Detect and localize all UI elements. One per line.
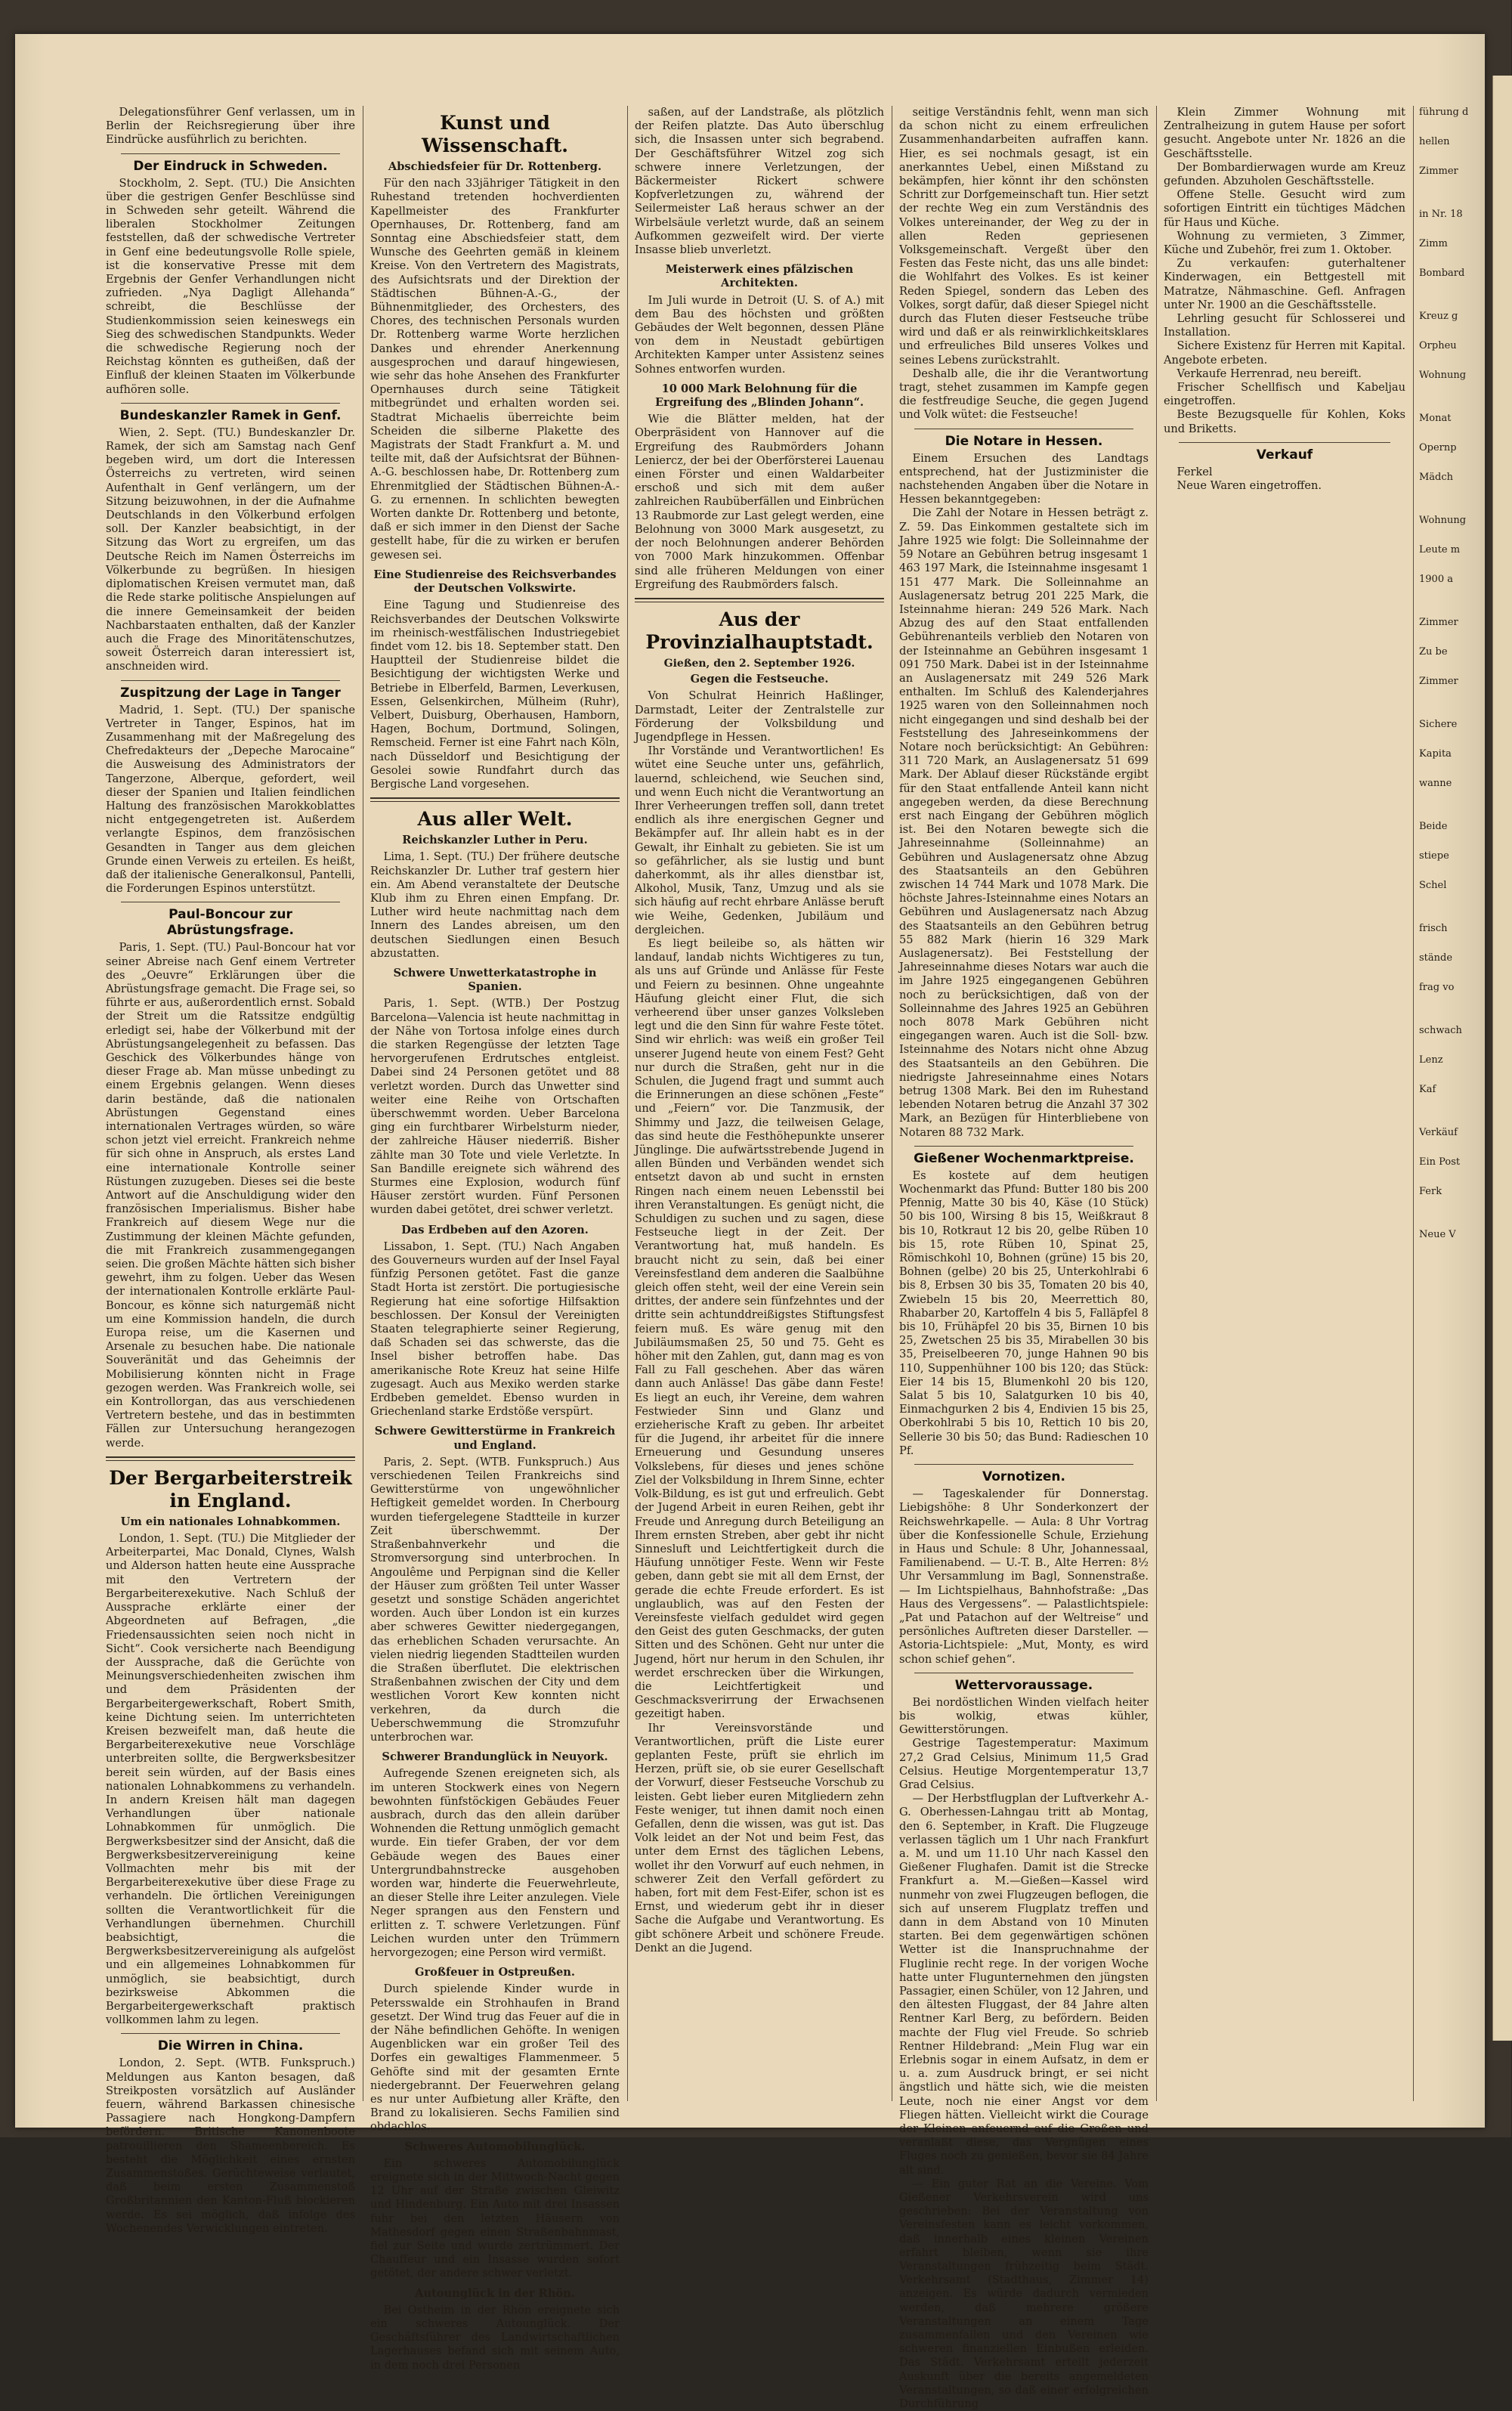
cut-off-text-line: Neue V	[1419, 1229, 1456, 1240]
cut-off-text-line: Schel	[1419, 880, 1447, 891]
article	[370, 2140, 620, 2281]
cut-off-text-line: Zimmer	[1419, 166, 1458, 177]
article	[106, 2033, 355, 2236]
article-headline: Der Eindruck in Schweden.	[133, 158, 328, 174]
article	[370, 1966, 620, 2134]
article	[106, 403, 355, 674]
cut-off-text-line: Mädch	[1419, 472, 1454, 483]
article-paragraph: — Der Herbstflugplan der Luftverkehr A.-G. Oberhessen-Lahngau tritt ab Montag, den 6. September, in Kraft. Die Flugzeuge verlassen täglich um 1 Uhr nach Frankfurt a. M. und um 11.10 Uhr nach Kassel den Gießener Flughafen. Damit ist die Strecke Frankfurt a. M.—Gießen—Kassel wird nunmehr von zwei Flugzeugen beflogen, die sich auf unserem Flugplatz treffen und dann in dem Abstand von 10 Minuten starten. Bei dem gegenwärtigen schönen Wetter ist die Inanspruchnahme der Fluglinie recht rege. In der vorigen Woche hatte unter Flugunternehmen den jüngsten Passagier, einen Schüler, von 12 Jahren, und den ältesten Fluggast, der 84 Jahre alten Rentner Karl Berg, zu befördern. Beiden machte der Flug viel Freude. So schrieb Rentner Hildebrand: „Mein Flug war ein Erlebnis sogar in einem Aufsatz, in dem er u. a. zum Ausdruck bringt, er sei nicht ängstlich und hätte sich, wie die meisten Leute, noch nie einer Angst vor dem Fliegen hätten. Vielleicht wirkt die Courage der Kleinen anfeuernd auf die Großen und veranlaßt diese, das Vergnügen eines Fluges noch zu genießen, bevor sie 84 Jahre alt sind.	[899, 1792, 1149, 2177]
article	[899, 106, 1149, 422]
article-subheadline: Schwerer Brandunglück in Neuyork.	[382, 1750, 608, 1764]
cut-off-text-line: Ein Post	[1419, 1156, 1461, 1168]
article-headline: Die Notare in Hessen.	[945, 433, 1103, 449]
article	[106, 106, 355, 147]
article-separator	[635, 598, 884, 602]
article	[370, 568, 620, 791]
article	[899, 1673, 1149, 2411]
article-paragraph: London, 2. Sept. (WTB. Funkspruch.) Meldungen aus Kanton besagen, daß Streikposten vorsätzlich auf Ausländer feuern, während Barkassen chinesische Passagiere nach Hongkong-Dampfern befördern. Britische Kanonenboote patrouillieren den Shameenbereich. Es besteht die Möglichkeit eines ernsten Zusammenstoßes. Gerüchteweise verlautet, daß beim ersten Zusammenstoß Großbritannien den Kanton-Fluß blockieren werde. Es sei möglich, daß infolge des Wochenendes Verwicklungen eintreten.	[106, 2057, 355, 2235]
article	[635, 382, 884, 592]
cut-off-text-line: Kapita	[1419, 748, 1452, 760]
article-paragraph: Paris, 1. Sept. (WTB.) Der Postzug Barcelona—Valencia ist heute nachmittag in der Nähe von Tortosa infolge eines durch die starken Regengüsse der letzten Tage hervorgerufenen Erdrutsches entgleist. Dabei sind 24 Personen getötet und 88 verletzt worden. Durch das Unwetter sind weiter eine Reihe von Ortschaften überschwemmt worden. Ueber Barcelona ging ein furchtbarer Wirbelsturm nieder, der zahlreiche Häuser niederriß. Bisher zählte man 30 Tote und viele Verletzte. In San Bandille ereignete sich während des Sturmes eine Explosion, wodurch fünf Häuser zerstört wurden. Fünf Personen wurden dabei getötet, drei schwer verletzt.	[370, 997, 620, 1217]
newspaper-page	[15, 34, 1485, 2411]
column-4	[899, 106, 1149, 2411]
article-separator	[370, 797, 620, 802]
cut-off-text-line: Orpheu	[1419, 340, 1457, 351]
article	[899, 429, 1149, 1140]
article-subheadline: Schwere Gewitterstürme in Frankreich und England.	[374, 1425, 616, 1452]
article-paragraph: Bei Ostheim in der Rhön ereignete sich ein schweres Autounglück. Der Geschäftsführer des Landwirtschaftlichen Lagerhauses befand sich mit seinem Auto, in dem noch drei Personen	[370, 2303, 620, 2372]
article-paragraph: Für den nach 33jähriger Tätigkeit in den Ruhestand tretenden hochverdienten Kapellmeister des Frankfurter Opernhauses, Dr. Rottenberg, fand am Sonntag eine Abschiedsfeier statt, dem Wunsche des Geehrten gemäß in kleinem Kreise. Von den Vertretern des Magistrats, des Aufsichtsrats und der Direktion der Städtischen Bühnen-A.-G., der Bühnenmitglieder, des Orchesters, des Chores, des technischen Personals wurden Dr. Rottenberg warme Worte herzlichen Dankes und ehrender Anerkennung ausgesprochen und darauf hingewiesen, wie sehr das hohe Ansehen des Frankfurter Opernhauses durch seine Tätigkeit mitbegründet und erhalten worden sei. Stadtrat Michaelis überreichte beim Scheiden die silberne Plakette des Magistrats der Stadt Frankfurt a. M. und teilte mit, daß der Aufsichtsrat der Bühnen-A.-G. beschlossen habe, Dr. Rottenberg zum Ehrenmitglied der Städtischen Bühnen-A.-G. zu ernennen. In schlichten bewegten Worten dankte Dr. Rottenberg und betonte, daß er sich immer in den Dienst der Sache gestellt habe, für die zu wirken er berufen gewesen sei.	[370, 177, 620, 562]
article-paragraph: London, 1. Sept. (TU.) Die Mitglieder der Arbeiterpartei, Mac Donald, Clynes, Walsh und Alderson hatten heute eine Aussprache mit den Vertretern der Bergarbeiterexekutive. Nach Schluß der Aussprache erklärte einer der Abgeordneten auf Befragen, „die Friedensaussichten seien noch nicht in Sicht“. Cook versicherte nach Beendigung der Aussprache, daß die Gerüchte von Meinungsverschiedenheiten zwischen ihm und dem Präsidenten der Bergarbeitergewerkschaft, Robert Smith, keine Dichtung seien. Im unterrichteten Kreisen bezweifelt man, daß heute die Bergarbeiterexekutive neue Vorschläge unterbreiten sollte, die Bergwerksbesitzer bereit sein würden, auf der Basis eines nationalen Lohnabkommens zu verhandeln. In andern Kreisen hält man dagegen Verhandlungen über nationale Lohnabkommen für unmöglich. Die Bergwerksbesitzer sind der Ansicht, daß die Bergwerksbesitzervereinigung keine Vollmachten mehr bis mit der Bergarbeiterexekutive über diese Frage zu verhandeln. Die örtlichen Vereinigungen sollten die Verantwortlichkeit für die Verhandlungen übernehmen. Churchill beabsichtigt, die Bergwerksbesitzervereinigung als aufgelöst und ein allgemeines Lohnabkommen für unmöglich, sie beabsichtigt, durch bezirksweise Abkommen die Bergarbeitergewerkschaft praktisch vollkommen lahm zu legen.	[106, 1532, 355, 2027]
article-paragraph: Eine Tagung und Studienreise des Reichsverbandes der Deutschen Volkswirte im rheinisch-westfälischen Industriegebiet findet vom 12. bis 18. September statt. Den Hauptteil der Studienreise bildet die Besichtigung der wichtigsten Werke und Betriebe in Elberfeld, Barmen, Leverkusen, Essen, Gelsenkirchen, Mülheim (Ruhr), Velbert, Duisburg, Oberhausen, Hamborn, Hagen, Bochum, Dortmund, Solingen, Remscheid. Ferner ist eine Fahrt nach Köln, nach Düsseldorf und Besichtigung der Gesolei sowie Rundfahrt durch das Bergische Land vorgesehen.	[370, 599, 620, 791]
article-paragraph: Lissabon, 1. Sept. (TU.) Nach Angaben des Gouverneurs wurden auf der Insel Fayal fünfzig Personen getötet. Fast die ganze Stadt Horta ist zerstört. Die portugiesische Regierung hat eine sofortige Hilfsaktion beschlossen. Der Konsul der Vereinigten Staaten telegraphierte seiner Regierung, daß Schaden sei das schwerste, das die Insel bisher betroffen habe. Das amerikanische Rote Kreuz hat seine Hilfe zugesagt. Auch aus Mexiko werden starke Erdbeben gemeldet. Ebenso wurden in Griechenland starke Erdstöße verspürt.	[370, 1240, 620, 1419]
cut-off-text-line: Wohnung	[1419, 370, 1467, 381]
article-separator	[121, 680, 340, 681]
article-paragraph: Deshalb alle, die ihr die Verantwortung tragt, stehet zusammen im Kampfe gegen die festfreudige Seuche, die gegen Jugend und Volk wütet: die Festseuche!	[899, 367, 1149, 422]
article-subheadline: Schwere Unwetterkatastrophe in Spanien.	[393, 966, 597, 994]
article-paragraph: Stockholm, 2. Sept. (TU.) Die Ansichten über die gestrigen Genfer Beschlüsse sind in Schweden sehr geteilt. Während die liberalen Stockholmer Zeitungen feststellen, daß der schwedische Vertreter in Genf eine bedeutungsvolle Rolle spiele, ist die konservative Presse mit dem Ergebnis der Genfer Verhandlungen nicht zufrieden. „Nya Dagligt Allehanda“ schreibt, die Beschlüsse der Studienkommission seien keineswegs ein Sieg des schwedischen Standpunkts. Weder die schwedische Regierung noch der Reichstag könnten es gutheißen, daß der Einfluß der kleinen Staaten im Völkerbunde aufhören solle.	[106, 176, 355, 396]
article-paragraph: Ein schweres Automobilunglück ereignete sich in der Mittwoch-Nacht gegen 12 Uhr auf der Straße zwischen Gleiwitz und Hindenburg. Ein Auto mit drei Insassen fuhr bei den letzten Häusern von Mathesdorf gegen einen Straßenbahnmast, fiel zur Seite und wurde zertrümmert. Der Chauffeur und ein Insasse wurden sofort getötet, der andere schwer verletzt.	[370, 2156, 620, 2280]
article	[370, 1425, 620, 1744]
article-paragraph: Durch spielende Kinder wurde in Petersswalde ein Strohhaufen in Brand gesetzt. Der Wind trug das Feuer auf die in der Nähe befindlichen Gehöfte. In wenigen Augenblicken war ein großer Teil des Dorfes ein gewaltiges Flammenmeer. 5 Gehöfte sind mit der gesamten Ernte niedergebrannt. Der Feuerwehren gelang es nur unter Aufbietung aller Kräfte, den Brand zu lokalisieren. Sechs Familien sind obdachlos.	[370, 1982, 620, 2134]
cut-off-text-line: Wohnung	[1419, 515, 1467, 526]
article	[635, 598, 884, 1955]
cut-off-text-line: Zu be	[1419, 646, 1448, 658]
article-subheadline: 10 000 Mark Belohnung für die Ergreifung des „Blinden Johann“.	[654, 382, 864, 410]
article-paragraph: Gestrige Tagestemperatur: Maximum 27,2 Grad Celsius, Minimum 11,5 Grad Celsius. Heutige Morgentemperatur 13,7 Grad Celsius.	[899, 1737, 1149, 1791]
article-paragraph: — Ein guter Rat an die Vereine. Vom Gießener Verkehrsverein wird uns geschrieben: Bei der Veranstaltung von Vereinsfesten kann es leicht vorkommen, daß innerhalb eines kleinen Vereinen erfahrt bleiben, wenn sie ihre Veranstaltungen frühzeitig beim Städt. Verkehrsamt (Stadthaus, Zimmer 14) anzeigen. Es würde dadurch vermieden werden, daß mehrere größere Veranstaltungen an einem Tage zusammenfallen und den Vereinen wie schweren finanziellen Einbußen erleiden. Das Städt. Verkehrsamt erteilt jederzeit Auskunft über die bereits angemeldeten Veranstaltungen, so daß einer erfolgreichen Durchführung	[899, 2177, 1149, 2411]
article-paragraph: Es liegt beileibe so, als hätten wir landauf, landab nichts Wichtigeres zu tun, als uns auf Gründe und Anlässe für Feste und Feiern zu besinnen. Ohne ungeahnte Häufung gleicht einer Flut, die sich verheerend über unser ganzes Volksleben legt und die den Sinn für wahre Feste tötet. Sind wir ehrlich: was weiß ein großer Teil unserer Jugend heute von einem Fest? Geht nur durch die Straßen, geht nur in die Schulen, die Jugend fragt und summt auch die Erinnerungen an diese schönen „Feste“ und „Feiern“ vor. Die Tanzmusik, der Shimmy und Jazz, die teilweisen Gelage, das sind heute die Festhöhepunkte unserer Jünglinge. Die aufwärtsstrebende Jugend in allen Bünden und Verbänden wendet sich entsetzt davon ab und sucht in ernsten Ringen nach einem neuen Lebensstil bei ihren Veranstaltungen. Es genügt nicht, die Schuldigen zu suchen und zu sagen, diese Festseuche liegt in der Zeit. Der Verantwortung hat, muß handeln. Es braucht nicht zu sein, daß bei einer Vereinsfestland dem anderen die Saalbühne gleich offen steht, weil der eine Verein sein drittes, der andere sein fünfzehntes und der dritte sein achtunddreißigstes Stiftungsfest feiern muß. Es wäre genug mit den Jubiläumsmaßen 25, 50 und 75. Geht es höher mit den Zahlen, gut, dann mag es von Fall zu Fall geschehen. Aber das wären dann auch Anlässe! Das gäbe dann Feste! Es liegt an euch, ihr Vereine, dem wahren Festwieder Sinn und Glanz und erzieherische Kraft zu geben. Ihr arbeitet für die Jugend, ihr arbeitet für die innere Erneuerung und Gesundung unseres Volkslebens, für dieses und jenes schöne Ziel der Volksbildung in Ihrem Sinne, echter Volk-Bildung, es ist gut und erfreulich. Gebt der Jugend Arbeit in euren Reihen, gebt ihr Freude und Anregung durch Beteiligung an Ihrem ernsten Streben, aber gebt ihr nicht Sinnesluft und Leichtfertigkeit durch die Häufung unnötiger Feste. Wenn wir Feste geben, dann gebt sie mit all dem Ernst, der gerade die echte Freude erfordert. Es ist unglaublich, was auf den Festen der Vereinsfeste vielfach geduldet wird gegen den Geist des guten Geschmacks, der guten Sitten und des Schönen. Geht nur unter die Jugend, hört nur herum in den Schulen, ihr werdet erschrecken über die Wirkungen, die Leichtfertigkeit und Geschmacksverirrung der Erwachsenen gezeitigt haben.	[635, 936, 884, 1721]
article-paragraph: Der Bombardierwagen wurde am Kreuz gefunden. Abzuholen Geschäftsstelle.	[1164, 160, 1405, 188]
cut-off-text-line: Leute m	[1419, 544, 1461, 556]
cut-off-text-line: führung d	[1419, 107, 1469, 118]
article-subheadline: Um ein nationales Lohnabkommen.	[120, 1515, 341, 1528]
article-subheadline: Schweres Automobilunglück.	[404, 2140, 586, 2153]
article-subheadline: Großfeuer in Ostpreußen.	[415, 1966, 575, 1979]
article	[635, 263, 884, 376]
article-subheadline: Gegen die Festseuche.	[690, 673, 829, 686]
article	[635, 106, 884, 257]
cut-off-text-line: in Nr. 18	[1419, 209, 1463, 220]
article-headline: Wettervoraussage.	[954, 1677, 1093, 1693]
cut-off-text-line: Lenz	[1419, 1054, 1443, 1066]
article-paragraph: Beste Bezugsquelle für Kohlen, Koks und Briketts.	[1164, 408, 1405, 435]
article-separator	[106, 1456, 355, 1461]
cut-off-adjacent-column	[1419, 106, 1502, 2101]
article-paragraph: saßen, auf der Landstraße, als plötzlich der Reifen platzte. Das Auto überschlug sich, die Insassen unter sich begrabend. Der Geschäftsführer Witzel zog sich schwere innere Verletzungen, der Bäckermeister Rickert schwere Kopfverletzungen zu, während der Seilermeister Laß heraus schwer an der Wirbelsäule verletzt wurde, daß an seinem Aufkommen gezweifelt wird. Der vierte Insasse blieb unverletzt.	[635, 106, 884, 257]
cut-off-text-line: stiepe	[1419, 850, 1449, 862]
article-headline: Bundeskanzler Ramek in Genf.	[119, 407, 342, 423]
article-paragraph: Zu verkaufen: guterhaltener Kinderwagen, ein Bettgestell mit Matratze, Nähmaschine. Gefl. Anfragen unter Nr. 1900 an die Geschäftsstelle.	[1164, 257, 1405, 311]
article-headline: Kunst und Wissenschaft.	[421, 112, 569, 156]
article-headline: Verkauf	[1256, 447, 1313, 463]
article-subheadline: Reichskanzler Luther in Peru.	[402, 834, 588, 847]
article	[106, 1456, 355, 2028]
article-headline: Vornotizen.	[982, 1469, 1065, 1485]
article-paragraph: Im Juli wurde in Detroit (U. S. of A.) mit dem Bau des höchsten und größten Gebäudes der Welt begonnen, dessen Pläne von dem in Neustadt gebürtigen Architekten Kamper unter Assistenz seines Sohnes entworfen wurden.	[635, 293, 884, 376]
cut-off-text-line: Zimm	[1419, 238, 1448, 249]
article-paragraph: seitige Verständnis fehlt, wenn man sich da schon nicht zu einem erfreulichen Zusammenhandarbeiten aufraffen kann. Hier, es sei nochmals gesagt, ist ein anerkanntes Uebel, einen Mißstand zu bekämpfen, hier könnt ihr den schönsten Schritt zur Dorfgemeinschaft tun. Hier setzt der rechte Weg ein zum Verständnis des Volkes untereinander, der Weg zu der in allen Reden gepriesenen Volksgemeinschaft. Vergeßt über den Festen das Feste nicht, das uns alle bindet: die Wohlfahrt des Volkes. Es ist keiner Reden Spiegel, sondern das Leben des Volkes, sorgt dafür, daß dieser Spiegel nicht durch das Fluten dieser Festseuche trübe wird und daß er als reinwirklichkeitsklares und erfreuliches Bild unseres Volkes und seines Lebens zurückstrahlt.	[899, 106, 1149, 367]
article-paragraph: Madrid, 1. Sept. (TU.) Der spanische Vertreter in Tanger, Espinos, hat im Zusammenhang mit der Maßregelung des Chefredakteurs der „Depeche Marocaine“ die Ausweisung des Administrators der Tangerzone, Alberque, gefordert, weil dieser der Spanien und Italien feindlichen Haltung des französischen Marokkoblattes nicht entgegengetreten ist. Außerdem verlangte Espinos, dem französischen Gesandten in Tanger aus dem gleichen Grunde einen Verweis zu erteilen. Es heißt, daß der italienische Generalkonsul, Pantelli, die Forderungen Espinos unterstützt.	[106, 703, 355, 896]
article-paragraph: Frischer Schellfisch und Kabeljau eingetroffen.	[1164, 381, 1405, 408]
article-paragraph: Ferkel	[1177, 465, 1213, 478]
article-separator	[121, 153, 340, 154]
article-subheadline: Das Erdbeben auf den Azoren.	[401, 1223, 589, 1236]
article-paragraph: Wie die Blätter melden, hat der Oberpräsident von Hannover auf die Ergreifung des Raubmörders Johann Leniercz, der bei der Oberförsterei Lauenau einen Förster und einen Waldarbeiter erschoß und sich mit dem außer zahlreichen Raubüberfällen und Einbrüchen 13 Raubmorde zur Last gelegt werden, eine Belohnung von 3000 Mark ausgesetzt, zu der noch Belohnungen anderer Behörden von 7000 Mark hinzukommen. Offenbar sind alle früheren Meldungen von einer Ergreifung des Raubmörders falsch.	[635, 413, 884, 591]
article-paragraph: Bei nordöstlichen Winden vielfach heiter bis wolkig, etwas kühler, Gewitterstörungen.	[899, 1695, 1149, 1737]
article	[370, 967, 620, 1218]
column-2	[370, 106, 620, 2372]
article-separator	[1179, 442, 1390, 443]
cut-off-text-line: Monat	[1419, 413, 1452, 424]
article-separator	[914, 1464, 1133, 1465]
cut-off-text-line: Kreuz g	[1419, 311, 1458, 322]
article	[899, 1146, 1149, 1458]
article	[106, 902, 355, 1450]
column-rule	[627, 106, 628, 2101]
article-paragraph: Neue Waren eingetroffen.	[1177, 479, 1322, 493]
article-dateline: Gießen, den 2. September 1926.	[663, 657, 855, 670]
article-separator	[914, 1146, 1133, 1147]
cut-off-text-line: schwach	[1419, 1025, 1462, 1036]
article	[370, 1750, 620, 1960]
article-headline: Die Wirren in China.	[157, 2038, 304, 2054]
article-paragraph: Sichere Existenz für Herren mit Kapital. Angebote erbeten.	[1164, 339, 1405, 367]
article-paragraph: Ihr Vorstände und Verantwortlichen! Es wütet eine Seuche unter uns, gefährlich, lauernd, schleichend, wie Seuchen sind, und wenn Euch nicht die Verantwortung an Ihrer Verheerungen treffen soll, dann tretet endlich als ihre energischen Gegner und Bekämpfer auf. Ihr allein habt es in der Gewalt, ihr Einhalt zu gebieten. Sie ist um so gefährlicher, als sie lustig und bunt daherkommt, als ihr alles dienstbar ist, Alkohol, Musik, Tanz, Umzug und als sie sich häufig auf recht ehrbare Anlässe beruft wie Weihe, Gedenken, Jubiläum und dergleichen.	[635, 744, 884, 936]
article-subheadline: Abschiedsfeier für Dr. Rottenberg.	[388, 160, 602, 173]
article	[1164, 106, 1405, 436]
article-paragraph: Aufregende Szenen ereigneten sich, als im unteren Stockwerk eines von Negern bewohnten fünfstöckigen Gebäudes Feuer ausbrach, durch das den allein darüber Wohnenden die Rettung unmöglich gemacht wurde. Ein tiefer Graben, der vor dem Gebäude wegen des Baues einer Untergrundbahnstrecke ausgehoben worden war, hinderte die Feuerwehrleute, an dieser Stelle ihre Leiter anzulegen. Viele Neger sprangen aus den Fenstern und erlitten z. T. schwere Verletzungen. Fünf Leichen wurden unter den Trümmern hervorgezogen; eine Person wird vermißt.	[370, 1767, 620, 1959]
cut-off-text-line: Kaf	[1419, 1084, 1436, 1095]
cut-off-text-line: Ferk	[1419, 1186, 1442, 1197]
article-paragraph: Wien, 2. Sept. (TU.) Bundeskanzler Dr. Ramek, der sich am Samstag nach Genf begeben wird, um dort die Interessen Österreichs zu vertreten, wird seinen Aufenthalt in Genf verlängern, um der Sitzung beizuwohnen, in der die Aufnahme Deutschlands in den Völkerbund erfolgen soll. Der Kanzler beabsichtigt, in der Sitzung das Wort zu ergreifen, um das Deutsche Reich im Namen Österreichs im Völkerbunde zu begrüßen. In hiesigen diplomatischen Kreisen vermutet man, daß die Rede starke politische Anspielungen auf die innere Gemeinsamkeit der beiden Nachbarstaaten enthalten, daß der Kanzler auch die Frage des Minoritätenschutzes, soweit Österreich daran interessiert ist, anschneiden wird.	[106, 426, 355, 673]
article	[1164, 442, 1405, 493]
article-paragraph: Lehrling gesucht für Schlosserei und Installation.	[1164, 312, 1405, 339]
article	[370, 112, 620, 562]
article-subheadline: Eine Studienreise des Reichsverbandes der Deutschen Volkswirte.	[373, 568, 617, 596]
article-separator	[121, 2033, 340, 2034]
cut-off-text-line: wanne	[1419, 778, 1452, 789]
article	[899, 1464, 1149, 1667]
cut-off-text-line: Zimmer	[1419, 676, 1458, 687]
column-1	[106, 106, 355, 2235]
article-paragraph: Delegationsführer Genf verlassen, um in Berlin der Reichsregierung über ihre Eindrücke ausführlich zu berichten.	[106, 106, 355, 147]
article	[106, 153, 355, 397]
article-headline: Paul-Boncour zur Abrüstungsfrage.	[167, 907, 294, 939]
cut-off-text-line: Opernp	[1419, 442, 1457, 453]
article-headline: Der Bergarbeiterstreik in England.	[109, 1466, 352, 1512]
article-headline: Aus aller Welt.	[417, 808, 573, 831]
cut-off-text-line: Bombard	[1419, 268, 1465, 279]
article-paragraph: Ihr Vereinsvorstände und Verantwortlichen, prüft die Liste eurer geplanten Feste, prüft sie ehrlich im Herzen, prüft sie, ob sie eurer Gesellschaft der Vorwurf, dieser Festseuche Vorschub zu leisten. Gebt lieber euren Mitgliedern zehn Feste weniger, tut ihnen damit noch einen Gefallen, denn die wissen, was gut ist. Das Volk leidet an der Not und beim Fest, das unter dem Ernst des täglichen Lebens, wollet ihr den Vorwurf auf euch nehmen, in schwerer Zeit den Verfall gefördert zu haben, fort mit dem Fest-Eifer, schon ist es Ernst, und wiederum gebt ihr in dieser Sache die Aufgabe und Verantwortung. Es gibt schönere Arbeit und schönere Freude. Denkt an die Jugend.	[635, 1721, 884, 1954]
cut-off-text-line: hellen	[1419, 136, 1450, 147]
article-subheadline: Meisterwerk eines pfälzischen Architekten.	[665, 263, 854, 290]
article-paragraph: Wohnung zu vermieten, 3 Zimmer, Küche und Zubehör, frei zum 1. Oktober.	[1164, 229, 1405, 257]
cut-off-text-line: Beide	[1419, 821, 1448, 832]
cut-off-text-line: frag vo	[1419, 982, 1455, 993]
article-paragraph: Klein Zimmer Wohnung mit Zentralheizung in gutem Hause per sofort gesucht. Angebote unter Nr. 1826 an die Geschäftsstelle.	[1164, 106, 1405, 160]
article-paragraph: — Tageskalender für Donnerstag. Liebigshöhe: 8 Uhr Sonderkonzert der Reichswehrkapelle. — Aula: 8 Uhr Vortrag über die Konfessionelle Schule, Erziehung in Haus und Schule: 8 Uhr, Johannessaal, Familienabend. — U.-T. B., Alte Herren: 8½ Uhr Versammlung im Bagl, Sonnenstraße. — Im Lichtspielhaus, Bahnhofstraße: „Das Haus des Vergessens“. — Palastlichtspiele: „Pat und Patachon auf der Weltreise“ und persönliches Auftreten dieser Darsteller. — Astoria-Lichtspiele: „Mut, Monty, es wird schon schief gehen“.	[899, 1487, 1149, 1666]
article-paragraph: Paris, 2. Sept. (WTB. Funkspruch.) Aus verschiedenen Teilen Frankreichs sind Gewitterstürme von ungewöhnlicher Heftigkeit gemeldet worden. In Cherbourg wurden tiefergelegene Stadtteile in kurzer Zeit überschwemmt. Der Straßenbahnverkehr und die Stromversorgung sind unterbrochen. In Angoulême und Perpignan sind die Keller der Häuser zum größten Teil unter Wasser gesetzt und sonstige Schäden angerichtet worden. Auch über London ist ein kurzes aber schweres Gewitter niedergegangen, das erheblichen Schaden verursachte. An vielen niedrig liegenden Stadtteilen wurden die Straßen überflutet. Die elektrischen Straßenbahnen zwischen der City und dem westlichen Vorort Kew konnten nicht verkehren, da durch die Ueberschwemmung die Stromzufuhr unterbrochen war.	[370, 1455, 620, 1744]
article-separator	[121, 403, 340, 404]
column-rule	[1156, 106, 1157, 2101]
article	[370, 1224, 620, 1419]
article-paragraph: Einem Ersuchen des Landtags entsprechend, hat der Justizminister die nachstehenden Angaben über die Notare in Hessen bekanntgegeben:	[899, 451, 1149, 506]
article-paragraph: Paris, 1. Sept. (TU.) Paul-Boncour hat vor seiner Abreise nach Genf einem Vertreter des „Oeuvre“ Erklärungen über die Abrüstungsfrage gemacht. Die Frage sei, so führte er aus, außerordentlich ernst. Sobald der Streit um die Ratssitze endgültig erledigt sei, habe der Völkerbund mit der Abrüstungsangelegenheit zu befassen. Das Geschick des Völkerbundes hänge von dieser Frage ab. Man müsse unbedingt zu einem Ergebnis gelangen. Wenn dieses darin bestände, daß die nationalen Abrüstungen Gegenstand eines internationalen Vertrages würden, so wäre schon jetzt viel erreicht. Frankreich nehme für sich ohne in Anspruch, als erstes Land eine internationale Kontrolle seiner Rüstungen zuzugeben. Dieses sei die beste Antwort auf die Anschuldigung wider den französischen Imperialismus. Bisher habe Frankreich auf diesem Wege nur die Zustimmung der kleinen Mächte gefunden, die mit Frankreich zusammengegangen seien. Die großen Mächte hätten sich bisher gewehrt, ihm zu folgen. Ueber das Wesen der internationalen Kontrolle erklärte Paul-Boncour, es könne sich naturgemäß nicht um eine Kommission handeln, die durch Europa reise, um die Kasernen und Arsenale zu besuchen habe. Die nationale Souveränität und das Geheimnis der Mobilisierung könnten nicht in Frage gezogen werden. Was Frankreich wolle, sei ein Kontrollorgan, das aus verschiedenen Vertretern bestehe, und das in bestimmten Fällen zur Untersuchung herangezogen werde.	[106, 941, 355, 1450]
article-paragraph: Von Schulrat Heinrich Haßlinger, Darmstadt, Leiter der Zentralstelle zur Förderung der Volksbildung und Jugendpflege in Hessen.	[635, 689, 884, 744]
cut-off-text-line: Verkäuf	[1419, 1127, 1458, 1138]
article-headline: Zuspitzung der Lage in Tanger	[120, 685, 341, 701]
article-headline: Aus der Provinzialhauptstadt.	[645, 608, 873, 653]
article-paragraph: Es kostete auf dem heutigen Wochenmarkt das Pfund: Butter 180 bis 200 Pfennig, Matte 30 bis 40, Käse (10 Stück) 50 bis 100, Wirsing 8 bis 15, Weißkraut 8 bis 10, Rotkraut 12 bis 20, gelbe Rüben 10 bis 15, rote Rüben 10, Spinat 25, Römischkohl 10, Bohnen (grüne) 15 bis 20, Bohnen (gelbe) 20 bis 25, Unterkohlrabi 6 bis 8, Erbsen 30 bis 35, Tomaten 20 bis 40, Zwiebeln 15 bis 20, Meerrettich 80, Rhabarber 20, Kartoffeln 4 bis 5, Falläpfel 8 bis 10, Frühäpfel 20 bis 35, Birnen 10 bis 25, Zwetschen 25 bis 35, Mirabellen 30 bis 35, Preiselbeeren 70, junge Hahnen 90 bis 110, Suppenhühner 100 bis 120; das Stück: Eier 14 bis 15, Blumenkohl 20 bis 120, Salat 5 bis 10, Salatgurken 10 bis 40, Einmachgurken 2 bis 4, Endivien 15 bis 25, Oberkohlrabi 5 bis 10, Rettich 10 bis 20, Sellerie 30 bis 50; das Bund: Radieschen 10 Pf.	[899, 1168, 1149, 1457]
article-paragraph: Verkaufe Herrenrad, neu bereift.	[1177, 367, 1362, 380]
column-3	[635, 106, 884, 2101]
cut-off-text-line: Zimmer	[1419, 617, 1458, 628]
column-rule	[1413, 106, 1414, 2101]
cut-off-text-line: 1900 a	[1419, 574, 1453, 585]
column-5-advertisements	[1164, 106, 1405, 2101]
article-paragraph: Die Zahl der Notare in Hessen beträgt z. Z. 59. Das Einkommen gestaltete sich im Jahre 1925 wie folgt: Die Solleinnahme der 59 Notare an Gebühren betrug insgesamt 1 463 197 Mark, die Isteinnahme insgesamt 1 151 477 Mark. Die Solleinnahme an Auslagenersatz betrug 201 225 Mark, die Isteinnahme hieran: 249 526 Mark. Nach Abzug des auf den Staat entfallenden Gebührenanteils verblieb den Notaren von der Isteinnahme an Gebühren insgesamt 1 091 750 Mark. Dabei ist in der Isteinnahme an Auslagenersatz mit 249 526 Mark enthalten. Im Schluß des Kalenderjahres 1925 waren von den Solleinnahmen noch nicht eingegangen und sind deshalb bei der Feststellung des Jahreseinkommens der Notare noch berücksichtigt: An Gebühren: 311 720 Mark, an Auslagenersatz 51 699 Mark. Der Ablauf dieser Rückstände ergibt für den Staat entfallende Anteil kann nicht angegeben werden, da diese Berechnung erst nach Eingang der Gebühren möglich ist. Bei den Notaren bewegte sich die Jahreseinnahme (Solleinnahme) an Gebühren und Auslagenersatz ohne Abzug des Staatsanteils an den Gebühren zwischen 14 744 Mark und 1078 Mark. Die höchste Jahres-Isteinnahme eines Notars an Gebühren und Auslagenersatz nach Abzug des Staatsanteils an den Gebühren betrug 55 882 Mark (hierin 16 329 Mark Auslagenersatz). Bei Feststellung der Jahreseinnahme dieses Notars war auch die im Jahre 1925 eingegangenen Gebühren noch zu berücksichtigen, daß von der Solleinnahme des Jahres 1925 an Gebühren noch 8078 Mark Gebühren nicht eingegangen waren. Auch ist die Soll- bzw. Isteinnahme des Notars nicht ohne Abzug des Staatsanteils an den Gebühren. Die niedrigste Jahreseinnahme eines Notars betrug 1308 Mark. Bei den im Ruhestand lebenden Notaren betrug die Anzahl 37 302 Mark, an Bezügen für Hinterbliebene von Notaren 88 732 Mark.	[899, 506, 1149, 1139]
cut-off-text-line: frisch	[1419, 923, 1448, 934]
article	[370, 2287, 620, 2372]
article	[106, 680, 355, 896]
article-headline: Gießener Wochenmarktpreise.	[914, 1150, 1134, 1166]
cut-off-text-line: Sichere	[1419, 719, 1458, 730]
article-paragraph: Lima, 1. Sept. (TU.) Der frühere deutsche Reichskanzler Dr. Luther traf gestern hier ein. Am Abend veranstaltete der Deutsche Klub ihm zu Ehren einen Empfang. Dr. Luther wird heute nachmittag nach dem Innern des Landes abreisen, um den deutschen Siedlungen einen Besuch abzustatten.	[370, 850, 620, 960]
article-subheadline: Autounglück in der Rhön.	[415, 2286, 575, 2300]
article	[370, 797, 620, 961]
article-paragraph: Offene Stelle. Gesucht wird zum sofortigen Eintritt ein tüchtiges Mädchen für Haus und Küche.	[1164, 188, 1405, 229]
cut-off-text-line: stände	[1419, 952, 1453, 964]
